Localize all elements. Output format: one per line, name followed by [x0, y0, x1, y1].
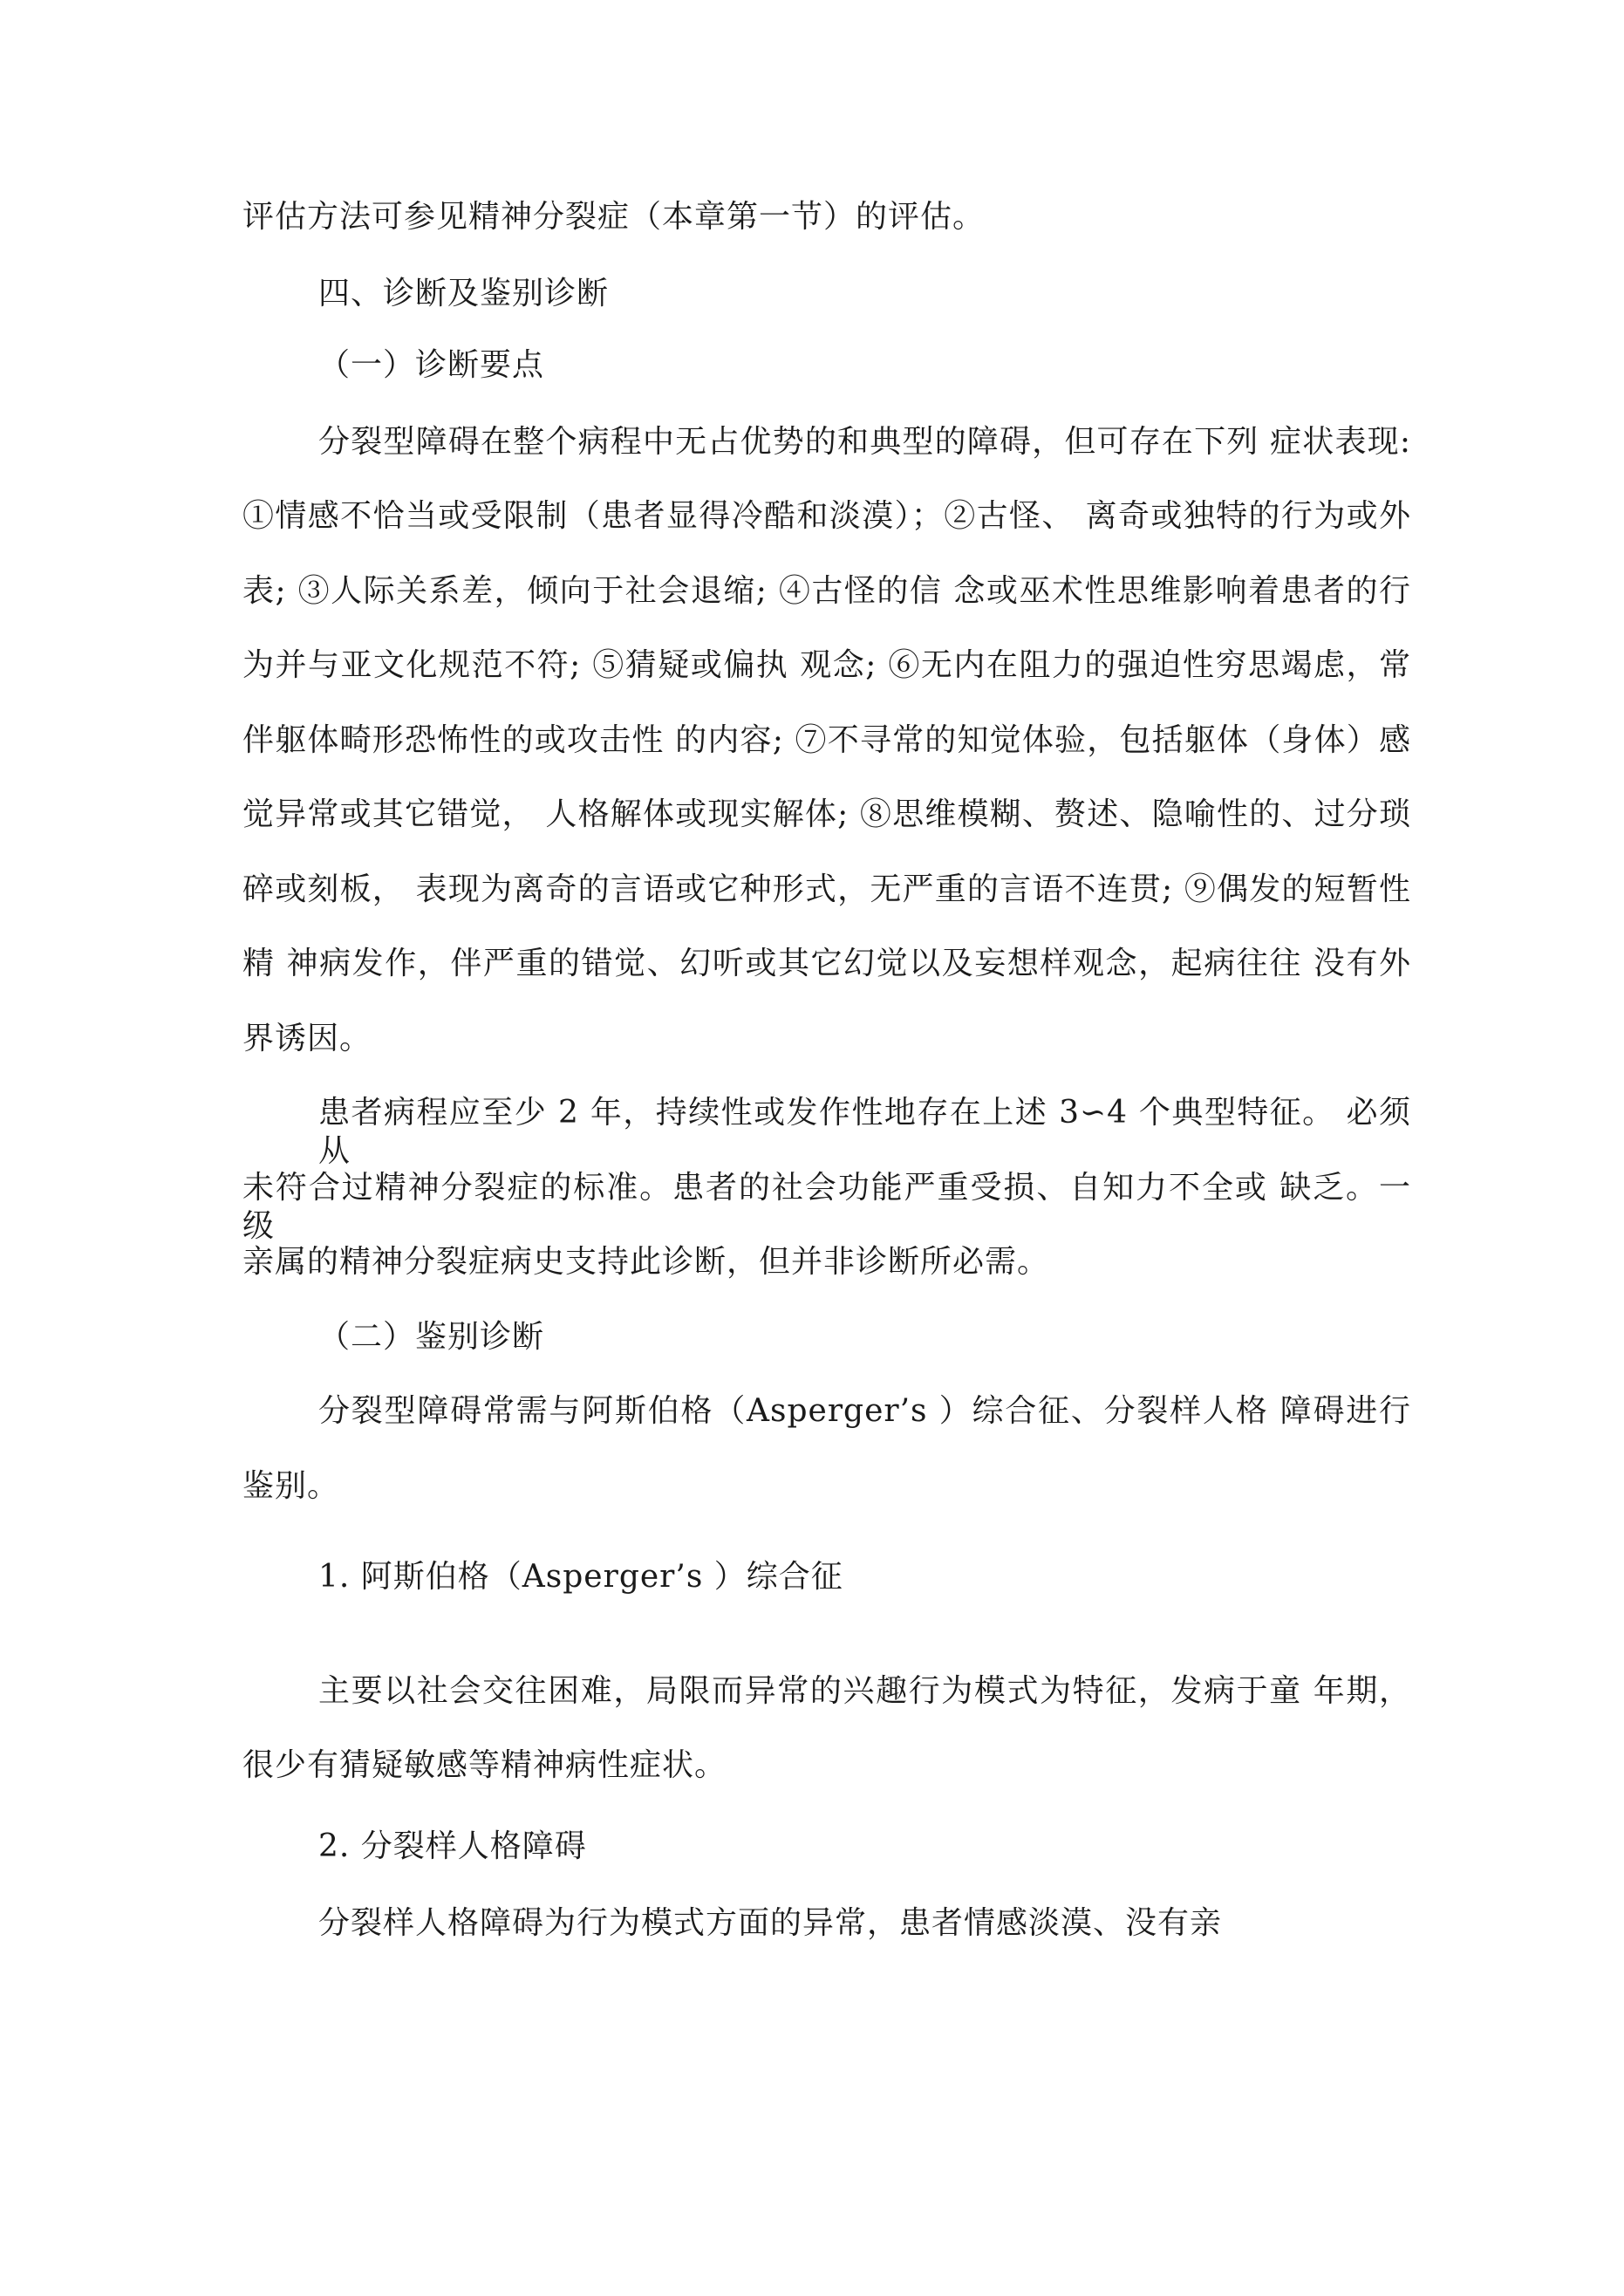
list-heading: 1. 阿斯伯格（Asperger’s ）综合征 [318, 1559, 843, 1595]
paragraph-line: 分裂样人格障碍为行为模式方面的异常，患者情感淡漠、没有亲 [318, 1905, 1223, 1941]
paragraph-line: 精 神病发作，伴严重的错觉、幻听或其它幻觉以及妄想样观念，起病往往 没有外 [242, 946, 1411, 981]
paragraph-line: 患者病程应至少 2 年，持续性或发作性地存在上述 3∽4 个典型特征。 必须从 [318, 1095, 1411, 1169]
paragraph-line: 伴躯体畸形恐怖性的或攻击性 的内容; ⑦不寻常的知觉体验，包括躯体（身体）感 [242, 722, 1411, 758]
paragraph-line: 表; ③人际关系差，倾向于社会退缩; ④古怪的信 念或巫术性思维影响着患者的行 [242, 573, 1411, 609]
paragraph-line: 评估方法可参见精神分裂症（本章第一节）的评估。 [242, 199, 986, 235]
paragraph-line: 很少有猜疑敏感等精神病性症状。 [242, 1747, 727, 1783]
paragraph-line: 鉴别。 [242, 1468, 340, 1504]
subsection-heading: （二）鉴别诊断 [318, 1319, 545, 1355]
paragraph-line: 未符合过精神分裂症的标准。患者的社会功能严重受损、自知力不全或 缺乏。一级 [242, 1170, 1411, 1244]
list-heading: 2. 分裂样人格障碍 [318, 1828, 587, 1864]
section-heading: 四、诊断及鉴别诊断 [318, 276, 610, 311]
paragraph-line: 分裂型障碍常需与阿斯伯格（Asperger’s ）综合征、分裂样人格 障碍进行 [318, 1393, 1411, 1429]
paragraph-line: 主要以社会交往困难，局限而异常的兴趣行为模式为特征，发病于童 年期， [318, 1673, 1411, 1709]
paragraph-line: 碎或刻板， 表现为离奇的言语或它种形式，无严重的言语不连贯; ⑨偶发的短暂性 [242, 871, 1411, 907]
paragraph-line: 分裂型障碍在整个病程中无占优势的和典型的障碍，但可存在下列 症状表现: [318, 424, 1411, 460]
paragraph-line: 为并与亚文化规范不符; ⑤猜疑或偏执 观念; ⑥无内在阻力的强迫性穷思竭虑，常 [242, 647, 1411, 683]
paragraph-line: ①情感不恰当或受限制（患者显得冷酷和淡漠）；②古怪、 离奇或独特的行为或外 [242, 498, 1411, 534]
paragraph-line: 亲属的精神分裂症病史支持此诊断，但并非诊断所必需。 [242, 1244, 1050, 1280]
paragraph-line: 觉异常或其它错觉， 人格解体或现实解体; ⑧思维模糊、赘述、隐喻性的、过分琐 [242, 796, 1411, 832]
paragraph-line: 界诱因。 [242, 1021, 372, 1056]
subsection-heading: （一）诊断要点 [318, 347, 545, 383]
